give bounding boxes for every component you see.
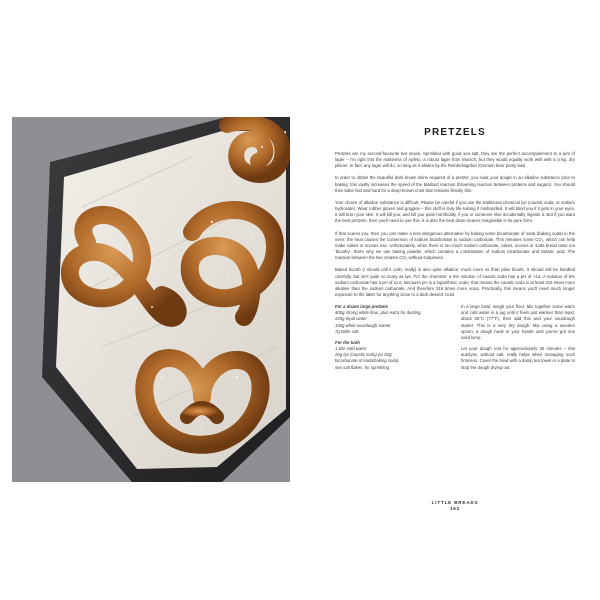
ingredient-item: 150g white sourdough starter: [335, 322, 391, 328]
ingredient-item: bicarbonate of soda/baking soda): [335, 358, 399, 364]
recipe-section: [335, 304, 575, 376]
page-title: PRETZELS: [424, 127, 486, 138]
ingredient-item: sea salt flakes, for sprinkling: [335, 364, 389, 370]
intro-paragraph: Pretzels are my second-favourite bar snack. Sprinkled with good sea salt, they are the perfect accompaniment to a pint of lager – I'm right into the maltiness of Apfelo, a robust lager from Munich, but they would equally work well with a crisp, dry pilsner. In fact, any lager will do, so long as it abides by the Reinheitsgebot (German beer purity law).: [335, 151, 575, 169]
pretzel-illustration: [12, 117, 290, 482]
pretzel-photo: [12, 117, 290, 482]
ingredient-item: 225g tepid water: [335, 316, 367, 322]
book-title: LITTLE BREADS: [431, 500, 479, 505]
page-number: 162: [449, 506, 461, 511]
ingredients-column: [335, 304, 449, 376]
bicarb-paragraph: If that scares you, then you can make a less dangerous alternative by baking some bicarbonate of soda (baking soda) in the oven: the heat causes the conversion of sodium bicarbonate to sodium carbonate. This releases some CO₂, which can help make cakes or scones rise. Unfortunately, when there is too much sodium carbonate, cakes, scones or soda bread taste too 'bicarby', that's why we use baking powder, which contains a combination of sodium bicarbonate and tartaric acid. The reaction between the two creates CO₂ without soapiness.: [335, 230, 575, 261]
ingredient-item: 20g lye (caustic soda) (or 60g: [335, 352, 392, 358]
maillard-paragraph: In order to obtain the beautiful dark brown shine required of a pretzel, you soak your dough in an alkaline substance prior to baking: this vastly increases the speed of the Maillard reaction (browning reaction between proteins and sugars). You should then bake fast and hard for a deep-brown crust that remains filmsily thin.: [335, 175, 575, 193]
baked-bicarb-paragraph: Baked bicarb (I should call it carb, really) is also quite alkaline; much more so than plain bicarb. It should still be handled carefully, but isn't quite so scary as lye. For the chemists: a 5% solution of caustic soda has a pH of >14. A solution of 5% sodium carbonate has a pH of 11.6. Because pH is a logarithmic scale, that means the caustic soda is at least 316 times more alkaline than the sodium carbonate. And therefore 316 times more scary. Practically, this means you'll need much longer exposure to the latter for anything close to a dark dessert crust.: [335, 267, 575, 297]
method-column: [461, 304, 575, 376]
ingredient-item: 1 litre cold water: [335, 346, 367, 352]
recipe-page: [335, 127, 575, 511]
bath-heading: For the bath: [335, 339, 360, 345]
method-step: In a large bowl, weigh your flour. Mix together some warm and cold water in a jug until it feels just warmer than tepid, about 25°C (77°F), then add this and your sourdough starter. This is a very dry dough. Mix using a wooden spoon, a dough hook or your hands until you've got one solid lump.: [461, 304, 575, 340]
lye-paragraph: Your choice of alkaline substance is difficult. Please be careful if you use the traditional chemical lye (caustic soda, or sodium hydroxide). Wear rubber gloves and goggles – this stuff is truly life-ruining if mishandled. It will blind you if it gets in your eyes. It will burn your skin. It will kill you, and kill you quite horrifically, if you or someone else accidentally ingests it. But if you want the best pretzels, then you'll need to use this. It is also the best drain cleaner imaginable in its pure form.: [335, 199, 575, 224]
ingredient-item: 7g table salt: [335, 328, 359, 334]
dough-ingredients: [335, 304, 449, 335]
ingredient-item: 400g strong white flour, plus extra for dusting: [335, 310, 421, 316]
dough-heading: For a dozen large pretzels: [335, 304, 389, 310]
method-step: Let your dough rest for approximately 30 minutes – this autolyse, without salt, really helps when managing such firmness. Cover the bowl with a damp tea towel or a plate to stop the dough drying out.: [461, 346, 575, 370]
bath-ingredients: [335, 340, 449, 371]
page-footer: [335, 500, 575, 512]
